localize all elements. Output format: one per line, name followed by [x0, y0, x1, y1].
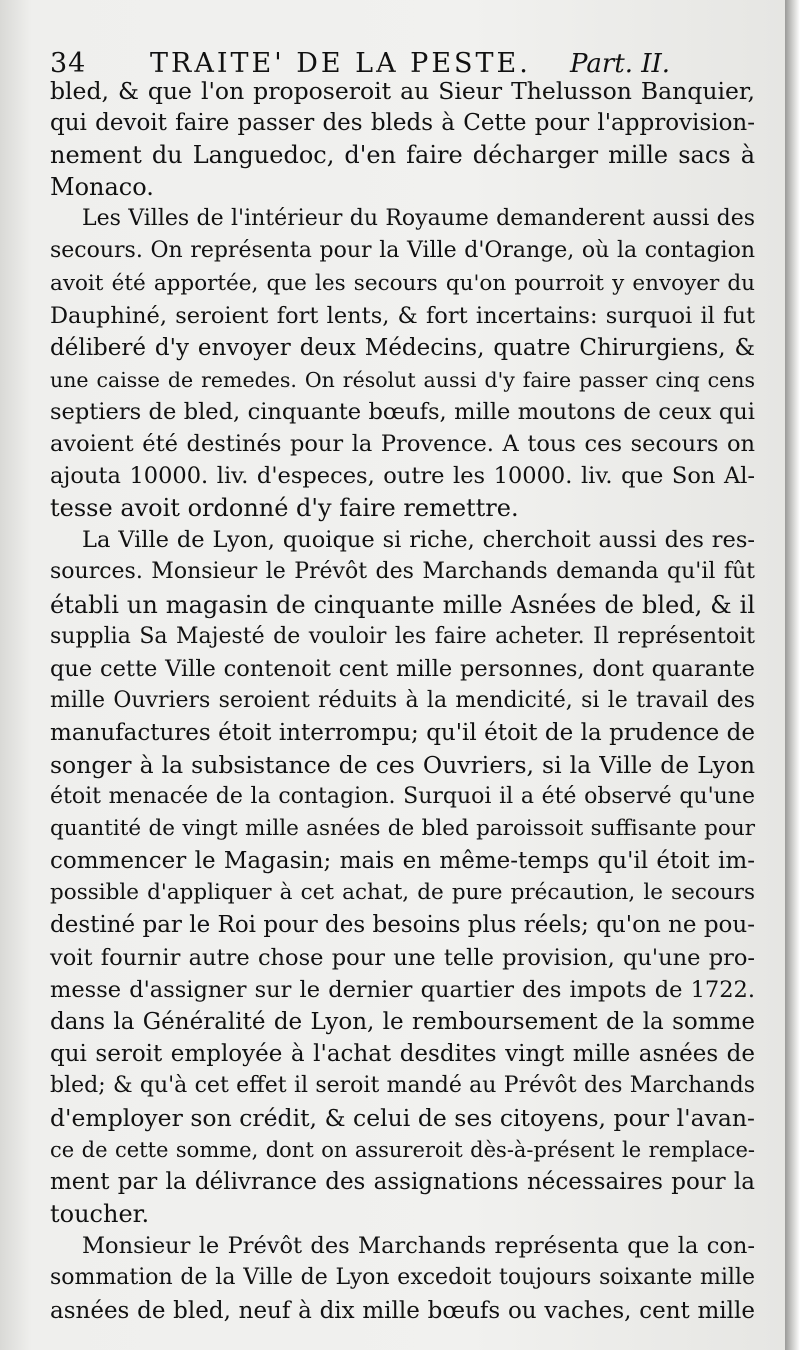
text-line: avoient été destinés pour la Provence. A tous ces secours on [50, 431, 755, 458]
page-edge [785, 0, 800, 1350]
text-line: Monaco. [50, 173, 154, 202]
text-line: dans la Généralité de Lyon, le remboursement de la somme [50, 1008, 755, 1035]
text-line: La Ville de Lyon, quoique si riche, cherchoit aussi des res- [82, 527, 755, 554]
body-text [50, 75, 755, 1327]
text-line: destiné par le Roi pour des besoins plus réels; qu'on ne pou- [50, 912, 755, 939]
text-line: manufactures étoit interrompu; qu'il étoit de la prudence de [50, 719, 755, 746]
text-line: que cette Ville contenoit cent mille personnes, dont quarante [50, 655, 755, 682]
text-line: voit fournir autre chose pour une telle provision, qu'une pro- [50, 944, 755, 971]
part-label: Part. II. [570, 49, 671, 79]
text-line: toucher. [50, 1200, 150, 1229]
text-line: sommation de la Ville de Lyon excedoit toujours soixante mille [50, 1265, 755, 1291]
text-line: qui devoit faire passer des bleds à Cette pour l'approvision- [50, 110, 755, 137]
text-line: tesse avoit ordonné d'y faire remettre. [50, 494, 519, 523]
text-line: étoit menacée de la contagion. Surquoi il a été observé qu'une [50, 784, 755, 810]
text-line: Monsieur le Prévôt des Marchands représenta que la con- [82, 1233, 755, 1260]
text-line: avoit été apportée, que les secours qu'on pourroit y envoyer du [50, 270, 755, 296]
text-line: ment par la délivrance des assignations nécessaires pour la [50, 1169, 755, 1196]
text-line: secours. On représenta pour la Ville d'Orange, où la contagion [50, 238, 755, 264]
text-line: quantité de vingt mille asnées de bled paroissoit suffisante pour [50, 816, 755, 842]
text-line: asnées de bled, neuf à dix mille bœufs ou vaches, cent mille [50, 1297, 755, 1324]
text-line: déliberé d'y envoyer deux Médecins, quatre Chirurgiens, & [50, 334, 755, 361]
text-line: d'employer son crédit, & celui de ses citoyens, pour l'avan- [50, 1104, 755, 1132]
text-line: bled; & qu'à cet effet il seroit mandé au Prévôt des Marchands [50, 1072, 755, 1098]
text-line: qui seroit employée à l'achat desdites vingt mille asnées de [50, 1040, 755, 1067]
text-line: mille Ouvriers seroient réduits à la mendicité, si le travail des [50, 687, 755, 713]
running-title: TRAITE' DE LA PESTE. [150, 48, 531, 79]
text-line: ce de cette somme, dont on assureroit dès-à-présent le remplace- [50, 1138, 755, 1163]
text-line: établi un magasin de cinquante mille Asnées de bled, & il [50, 590, 755, 619]
text-line: bled, & que l'on proposeroit au Sieur Thelusson Banquier, [50, 77, 755, 105]
text-line: ajouta 10000. liv. d'especes, outre les 10000. liv. que Son Al- [50, 463, 755, 490]
text-line: messe d'assigner sur le dernier quartier des impots de 1722. [50, 976, 755, 1003]
text-line: Les Villes de l'intérieur du Royaume demanderent aussi des [82, 206, 755, 232]
text-line: septiers de bled, cinquante bœufs, mille moutons de ceux qui [50, 398, 755, 425]
text-line: songer à la subsistance de ces Ouvriers, si la Ville de Lyon [50, 750, 755, 779]
text-line: sources. Monsieur le Prévôt des Marchands demanda qu'il fût [50, 559, 755, 585]
text-line: nement du Languedoc, d'en faire décharger mille sacs à [50, 141, 755, 170]
text-line: Dauphiné, seroient fort lents, & fort incertains: surquoi il fut [50, 302, 755, 329]
text-line: commencer le Magasin; mais en même-temps qu'il étoit im- [50, 848, 755, 875]
page-number: 34 [50, 48, 87, 79]
text-line: une caisse de remedes. On résolut aussi d'y faire passer cinq cens [50, 367, 755, 392]
text-line: possible d'appliquer à cet achat, de pure précaution, le secours [50, 880, 755, 906]
text-line: supplia Sa Majesté de vouloir les faire acheter. Il représentoit [50, 623, 755, 649]
